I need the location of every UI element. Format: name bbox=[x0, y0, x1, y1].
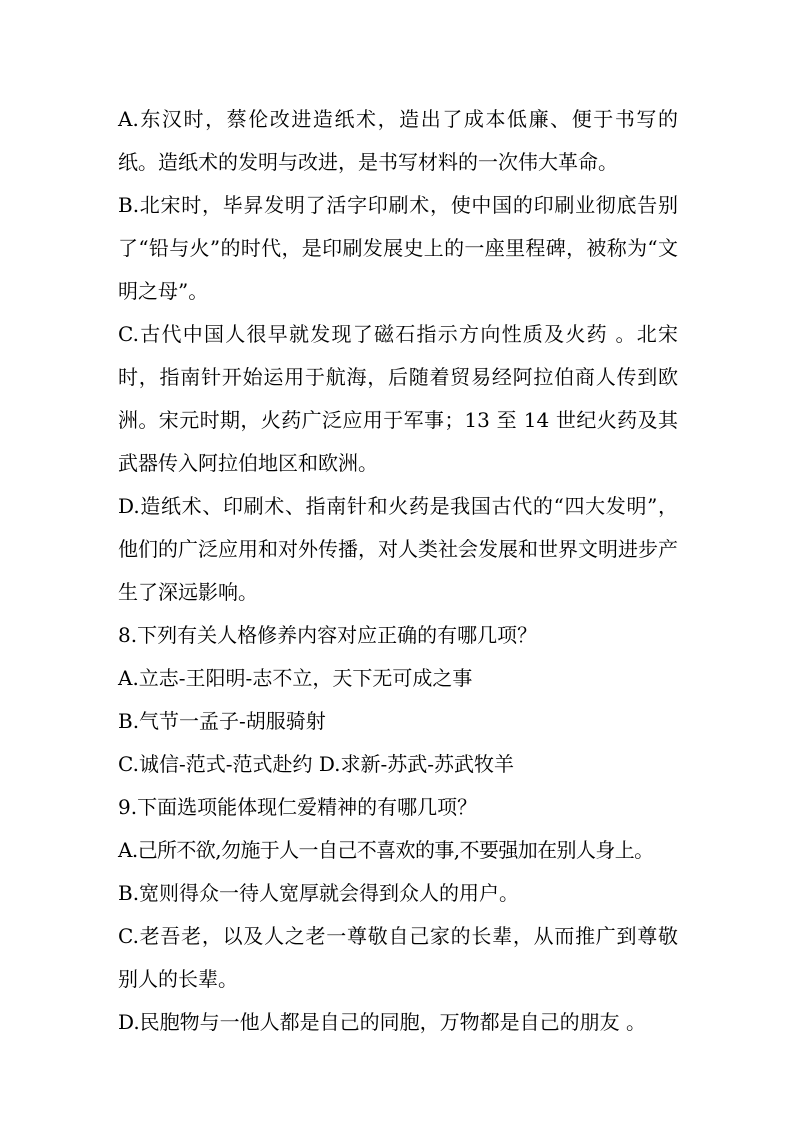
question-8-option-a: A.立志-王阳明-志不立，天下无可成之事 bbox=[118, 666, 473, 690]
question-9-option-d: D.民胞物与一他人都是自己的同胞，万物都是自己的朋友 。 bbox=[118, 1010, 647, 1034]
question-8: 8.下列有关人格修养内容对应正确的有哪几项？ bbox=[118, 623, 538, 647]
question-8-options-c-d: C.诚信-范式-范式赴约 D.求新-苏武-苏武牧羊 bbox=[118, 752, 515, 776]
option-b-printing: B.北宋时，毕昇发明了活字印刷术，使中国的印刷业彻底告别了“铅与火”的时代，是印刷发展史上的一座里程碑，被称为“文明之母”。 bbox=[118, 193, 678, 303]
option-d-four-inventions: D.造纸术、印刷术、指南针和火药是我国古代的“四大发明”，他们的广泛应用和对外传播，对人类社会发展和世界文明进步产生了深远影响。 bbox=[118, 494, 678, 604]
question-9-option-b: B.宽则得众一待人宽厚就会得到众人的用户。 bbox=[118, 881, 520, 905]
question-8-option-b: B.气节一孟子-胡服骑射 bbox=[118, 709, 326, 733]
question-9-option-a: A.己所不欲,勿施于人一自己不喜欢的事,不要强加在别人身上。 bbox=[118, 838, 654, 862]
option-c-compass-gunpowder: C.古代中国人很早就发现了磁石指示方向性质及火药 。北宋时，指南针开始运用于航海，后随着贸易经阿拉伯商人传到欧洲。宋元时期，火药广泛应用于军事；13 至 14 世纪火药及其武器传入阿拉伯地区和欧洲。 bbox=[118, 322, 678, 475]
question-9: 9.下面选项能体现仁爱精神的有哪几项？ bbox=[118, 795, 478, 819]
option-a-papermaking: A.东汉时，蔡伦改进造纸术，造出了成本低廉、便于书写的纸。造纸术的发明与改进，是书写材料的一次伟大革命。 bbox=[118, 107, 678, 174]
question-9-option-c: C.老吾老，以及人之老一尊敬自己家的长辈，从而推广到尊敬别人的长辈。 bbox=[118, 924, 678, 991]
document-body bbox=[118, 98, 678, 1044]
